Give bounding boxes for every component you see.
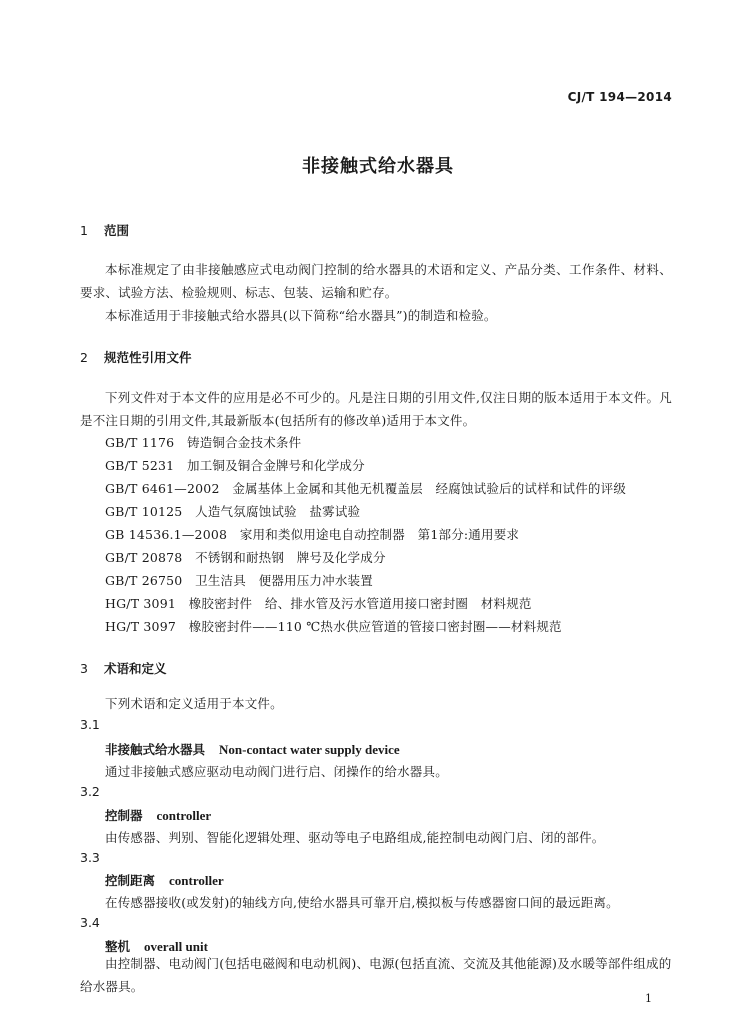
scope-paragraph-1: 本标准规定了由非接触感应式电动阀门控制的给水器具的术语和定义、产品分类、工作条件、材料、要求、试验方法、检验规则、标志、包装、运输和贮存。 [80,262,672,300]
term-heading [105,871,224,889]
term-english: controller [169,873,224,888]
standard-code: CJ/T 194—2014 [567,90,672,104]
document-title: 非接触式给水器具 [302,156,454,177]
reference-item: GB 14536.1—2008 家用和类似用途电自动控制器 第1部分:通用要求 [105,527,520,542]
reference-item: GB/T 20878 不锈钢和耐热钢 牌号及化学成分 [105,550,386,565]
section-number: 3 [80,661,88,676]
term-chinese: 非接触式给水器具 [105,742,206,757]
refs-intro-paragraph: 下列文件对于本文件的应用是必不可少的。凡是注日期的引用文件,仅注日期的版本适用于本文件。凡是不注日期的引用文件,其最新版本(包括所有的修改单)适用于本文件。 [80,390,672,428]
reference-item: GB/T 5231 加工铜及铜合金牌号和化学成分 [105,458,365,473]
term-definition: 在传感器接收(或发射)的轴线方向,使给水器具可靠开启,模拟板与传感器窗口间的最远距离。 [105,895,619,910]
term-heading [105,806,211,824]
terms-intro-paragraph: 下列术语和定义适用于本文件。 [105,696,283,711]
reference-item: GB/T 10125 人造气氛腐蚀试验 盐雾试验 [105,504,361,519]
term-definition: 通过非接触式感应驱动电动阀门进行启、闭操作的给水器具。 [105,764,448,779]
section-3-heading [80,659,167,677]
section-title: 范围 [104,223,130,238]
reference-item: HG/T 3097 橡胶密封件——110 ℃热水供应管道的管接口密封圈——材料规范 [105,619,562,634]
term-heading [105,740,400,758]
term-english: overall unit [144,939,208,954]
section-title: 规范性引用文件 [104,350,192,365]
term-number: 3.4 [80,915,100,930]
term-chinese: 控制器 [105,808,143,823]
section-number: 2 [80,350,88,365]
term-definition: 由控制器、电动阀门(包括电磁阀和电动机阀)、电源(包括直流、交流及其他能源)及水暖等部件组成的给水器具。 [80,956,672,994]
term-english: controller [156,808,212,823]
reference-item: GB/T 6461—2002 金属基体上金属和其他无机覆盖层 经腐蚀试验后的试样和试件的评级 [105,481,627,496]
term-number: 3.1 [80,717,100,732]
term-number: 3.3 [80,850,100,865]
reference-item: GB/T 1176 铸造铜合金技术条件 [105,435,302,450]
term-chinese: 控制距离 [105,873,156,888]
term-chinese: 整机 [105,939,131,954]
section-2-heading [80,348,192,366]
scope-paragraph-2: 本标准适用于非接触式给水器具(以下简称“给水器具”)的制造和检验。 [105,308,497,323]
term-english: Non-contact water supply device [219,742,400,757]
reference-item: HG/T 3091 橡胶密封件 给、排水管及污水管道用接口密封圈 材料规范 [105,596,532,611]
section-1-heading [80,221,129,239]
reference-item: GB/T 26750 卫生洁具 便器用压力冲水装置 [105,573,373,588]
term-definition: 由传感器、判别、智能化逻辑处理、驱动等电子电路组成,能控制电动阀门启、闭的部件。 [105,830,605,845]
page-number: 1 [645,992,652,1005]
term-number: 3.2 [80,784,100,799]
section-title: 术语和定义 [104,661,167,676]
section-number: 1 [80,223,88,238]
